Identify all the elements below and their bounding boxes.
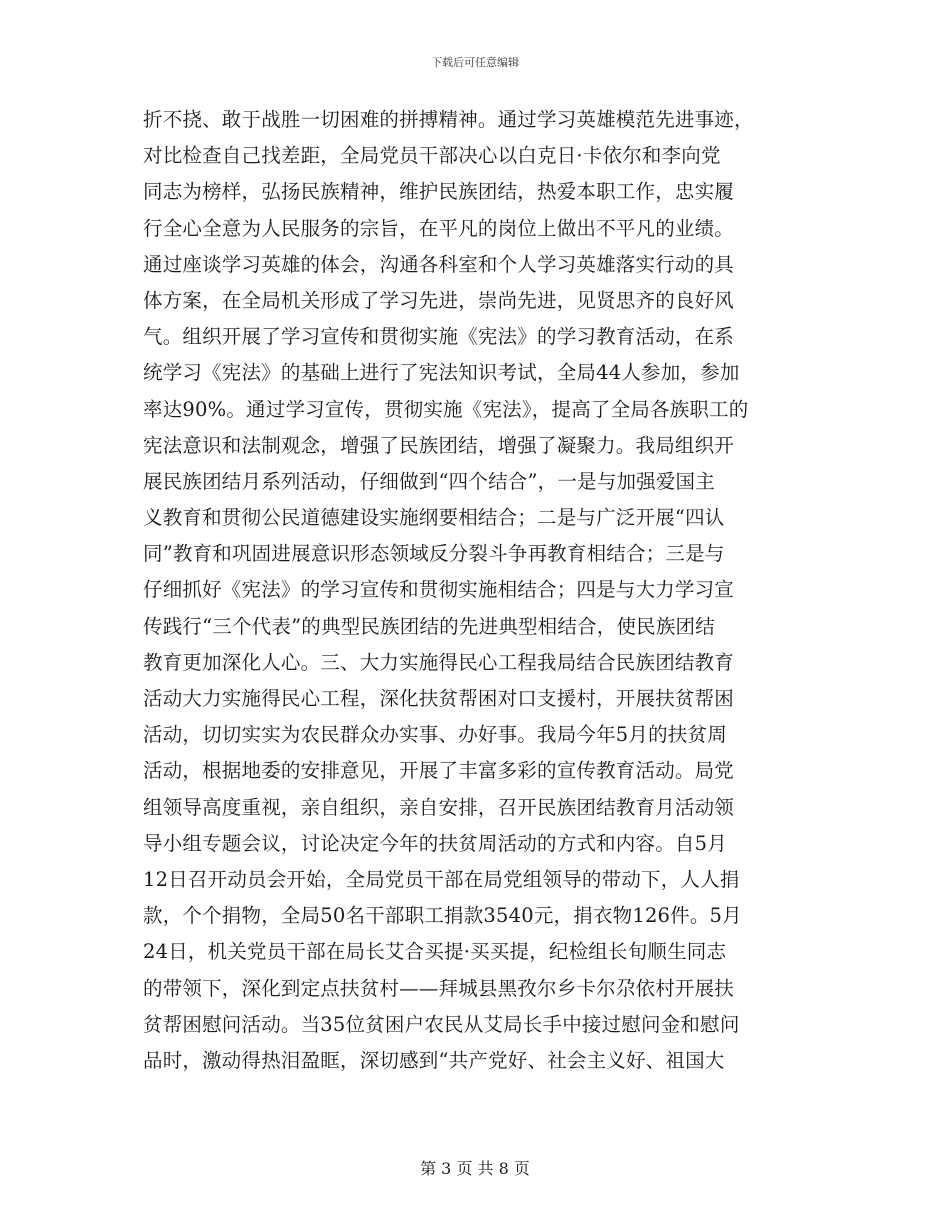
page-footer: 第 3 页 共 8 页	[420, 1159, 530, 1178]
text-line: 统学习《宪法》的基础上进行了宪法知识考试，全局44人参加，参加	[143, 361, 740, 385]
text-line: 品时，激动得热泪盈眶，深切感到“共产党好、社会主义好、祖国大	[143, 1048, 725, 1072]
text-line: 传践行“三个代表”的典型民族团结的先进典型相结合，使民族团结	[143, 614, 715, 638]
text-line: 折不挠、敢于战胜一切困难的拼搏精神。通过学习英雄模范先进事迹，	[143, 108, 754, 131]
text-line: 仔细抓好《宪法》的学习宣传和贯彻实施相结合；四是与大力学习宣	[143, 578, 735, 602]
text-line: 组领导高度重视，亲自组织，亲自安排，召开民族团结教育月活动领	[143, 795, 735, 819]
text-line: 气。组织开展了学习宣传和贯彻实施《宪法》的学习教育活动，在系	[143, 325, 735, 349]
text-line: 活动，根据地委的安排意见，开展了丰富多彩的宣传教育活动。局党	[143, 759, 735, 783]
text-line: 行全心全意为人民服务的宗旨，在平凡的岗位上做出不平凡的业绩。	[143, 216, 735, 240]
text-line: 同志为榜样，弘扬民族精神，维护民族团结，热爱本职工作，忠实履	[143, 180, 735, 204]
page-header: 下载后可任意编辑	[431, 56, 519, 69]
text-line: 活动大力实施得民心工程，深化扶贫帮困对口支援村，开展扶贫帮困	[143, 687, 735, 710]
text-line: 24日，机关党员干部在局长艾合买提·买买提，纪检组长旬顺生同志	[143, 940, 727, 964]
document-body	[143, 102, 813, 1079]
text-line: 的带领下，深化到定点扶贫村——拜城县黑孜尔乡卡尔尕依村开展扶	[143, 976, 735, 1000]
text-line: 教育更加深化人心。三、大力实施得民心工程我局结合民族团结教育	[143, 650, 735, 674]
text-line: 通过座谈学习英雄的体会，沟通各科室和个人学习英雄落实行动的具	[143, 252, 735, 276]
text-line: 体方案，在全局机关形成了学习先进，崇尚先进，见贤思齐的良好风	[143, 288, 735, 312]
text-line: 义教育和贯彻公民道德建设实施纲要相结合；二是与广泛开展“四认	[143, 506, 725, 530]
text-line: 12日召开动员会开始，全局党员干部在局党组领导的带动下，人人捐	[143, 867, 740, 891]
text-line: 活动，切切实实为农民群众办实事、办好事。我局今年5月的扶贫周	[143, 723, 727, 747]
text-line: 贫帮困慰问活动。当35位贫困户农民从艾局长手中接过慰问金和慰问	[143, 1012, 740, 1036]
text-line: 对比检查自己找差距，全局党员干部决心以白克日·卡依尔和李向党	[143, 144, 721, 168]
text-line: 率达90%。通过学习宣传，贯彻实施《宪法》，提高了全局各族职工的	[143, 397, 749, 421]
text-line: 同”教育和巩固进展意识形态领域反分裂斗争再教育相结合；三是与	[143, 542, 725, 566]
text-line: 展民族团结月系列活动，仔细做到“四个结合”，一是与加强爱国主	[143, 469, 715, 493]
text-line: 导小组专题会议，讨论决定今年的扶贫周活动的方式和内容。自5月	[143, 831, 727, 855]
text-line: 宪法意识和法制观念，增强了民族团结，增强了凝聚力。我局组织开	[143, 433, 735, 457]
text-line: 款，个个捐物，全局50名干部职工捐款3540元，捐衣物126件。5月	[143, 904, 742, 928]
